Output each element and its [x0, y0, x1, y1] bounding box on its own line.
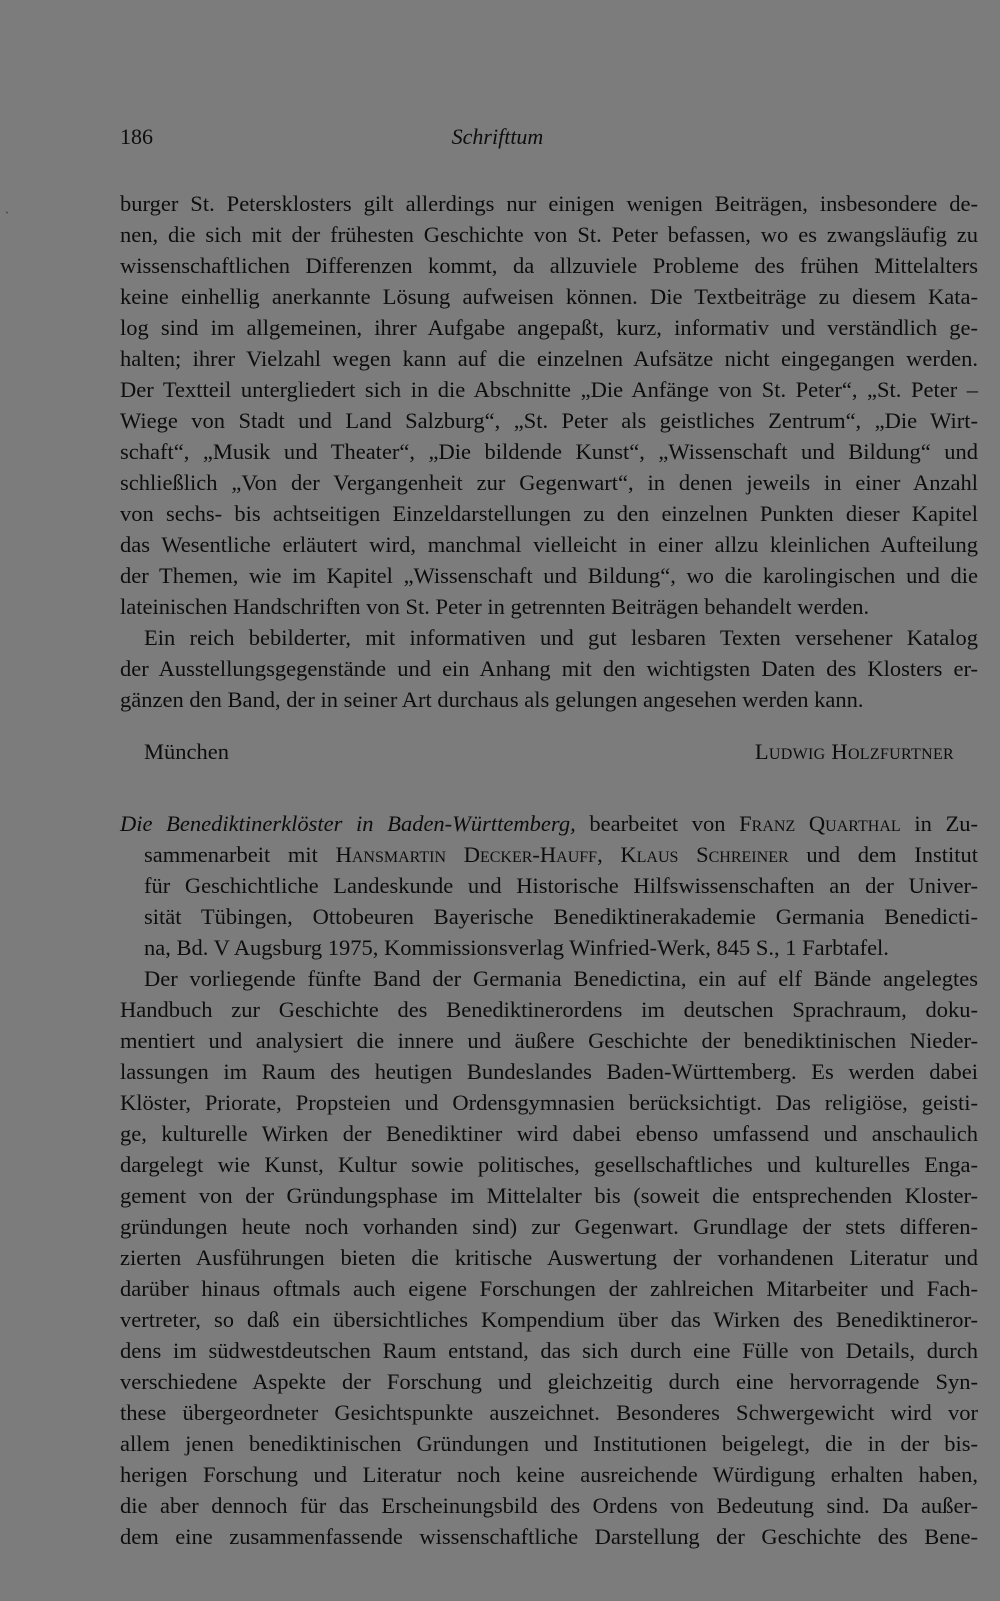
text-line: halten; ihrer Vielzahl wegen kann auf die einzelnen Aufsätze nicht eingegangen werden. — [120, 346, 978, 371]
text-line: Ein reich bebilderter, mit informativen und gut lesbaren Texten versehener Katalog — [144, 625, 978, 650]
margin-mark: ˎ — [5, 200, 9, 214]
text-line: ge, kulturelle Wirken der Benediktiner wird dabei ebenso umfassend und anschaulich — [120, 1121, 978, 1146]
text-line: schaft“, „Musik und Theater“, „Die bildende Kunst“, „Wissenschaft und Bildung“ und — [120, 439, 978, 464]
text-line: dens im südwestdeutschen Raum entstand, das sich durch eine Fülle von Details, durch — [120, 1338, 978, 1363]
text-line: schließlich „Von der Vergangenheit zur Gegenwart“, in denen jeweils in einer Anzahl — [120, 470, 978, 495]
text-line: verschiedene Aspekte der Forschung und gleichzeitig durch eine hervorragende Syn- — [120, 1369, 978, 1394]
text-line: dargelegt wie Kunst, Kultur sowie politisches, gesellschaftliches und kulturelles Enga- — [120, 1152, 978, 1177]
citation-text: in Zu- — [900, 811, 978, 836]
citation-text: und dem Institut — [788, 842, 978, 867]
text-line: vertreter, so daß ein übersichtliches Kompendium über das Wirken des Benediktineror- — [120, 1307, 978, 1332]
signature-place: München — [144, 739, 229, 764]
text-line: these übergeordneter Gesichtspunkte auszeichnet. Besonderes Schwergewicht wird vor — [120, 1400, 978, 1425]
citation-line: sität Tübingen, Ottobeuren Bayerische Benediktinerakademie Germania Benedicti- — [144, 904, 978, 929]
text-line: lateinischen Handschriften von St. Peter in getrennten Beiträgen behandelt werden. — [120, 594, 870, 619]
text-line: burger St. Petersklosters gilt allerdings nur einigen wenigen Beiträgen, insbesondere de- — [120, 191, 978, 216]
text-line: nen, die sich mit der frühesten Geschichte von St. Peter befassen, wo es zwangsläufig zu — [120, 222, 978, 247]
text-line: gründungen heute noch vorhanden sind) zur Gegenwart. Grundlage der stets differen- — [120, 1214, 978, 1239]
text-line: lassungen im Raum des heutigen Bundeslandes Baden-Württemberg. Es werden dabei — [120, 1059, 978, 1084]
coauthor-name: Hansmartin Decker-Hauff — [335, 842, 598, 867]
text-line: von sechs- bis achtseitigen Einzeldarstellungen zu den einzelnen Punkten dieser Kapitel — [120, 501, 978, 526]
text-line: Klöster, Priorate, Propsteien und Ordensgymnasien berücksichtigt. Das religiöse, geisti- — [120, 1090, 978, 1115]
book-title: Die Benediktinerklöster in Baden-Württemberg, — [120, 811, 576, 836]
text-line: der Ausstellungsgegenstände und ein Anhang mit den wichtigsten Daten des Klosters er- — [120, 656, 978, 681]
citation-text: bearbeitet von — [575, 811, 740, 836]
text-line: die aber dennoch für das Erscheinungsbild des Ordens von Bedeutung sind. Da außer- — [120, 1493, 978, 1518]
text-line: dem eine zusammenfassende wissenschaftliche Darstellung der Geschichte des Bene- — [120, 1524, 978, 1549]
text-line: darüber hinaus oftmals auch eigene Forschungen der zahlreichen Mitarbeiter und Fach- — [120, 1276, 978, 1301]
text-line: allem jenen benediktinischen Gründungen und Institutionen beigelegt, die in der bis- — [120, 1431, 978, 1456]
text-line: gänzen den Band, der in seiner Art durchaus als gelungen angesehen werden kann. — [120, 687, 864, 712]
text-line: keine einhellig anerkannte Lösung aufweisen können. Die Textbeiträge zu diesem Kata- — [120, 284, 978, 309]
editor-name: Franz Quarthal — [739, 811, 901, 836]
citation-text: , — [597, 842, 621, 867]
text-line: zierten Ausführungen bieten die kritische Auswertung der vorhandenen Literatur und — [120, 1245, 978, 1270]
citation-line: na, Bd. V Augsburg 1975, Kommissionsverlag Winfried-Werk, 845 S., 1 Farbtafel. — [144, 935, 889, 960]
text-line: Handbuch zur Geschichte des Benediktinerordens im deutschen Sprachraum, doku- — [120, 997, 978, 1022]
text-line: Der vorliegende fünfte Band der Germania Benedictina, ein auf elf Bände angelegtes — [144, 966, 978, 991]
text-line: wissenschaftlichen Differenzen kommt, da allzuviele Probleme des frühen Mittelalters — [120, 253, 978, 278]
text-line: Wiege von Stadt und Land Salzburg“, „St. Peter als geistliches Zentrum“, „Die Wirt- — [120, 408, 978, 433]
citation-line — [144, 839, 978, 870]
citation-line — [120, 808, 978, 839]
text-line: gement von der Gründungsphase im Mittelalter bis (soweit die entsprechenden Kloster- — [120, 1183, 978, 1208]
text-line: log sind im allgemeinen, ihrer Aufgabe angepaßt, kurz, informativ und verständlich ge- — [120, 315, 978, 340]
running-title: Schrifttum — [451, 124, 544, 149]
coauthor-name: Klaus Schreiner — [620, 842, 789, 867]
text-line: Der Textteil untergliedert sich in die Abschnitte „Die Anfänge von St. Peter“, „St. Peter – — [120, 377, 978, 402]
review-signature — [144, 736, 954, 767]
page-number: 186 — [120, 124, 153, 149]
text-line: das Wesentliche erläutert wird, manchmal vielleicht in einer allzu kleinlichen Aufteilung — [120, 532, 978, 557]
text-line: mentiert und analysiert die innere und äußere Geschichte der benediktinischen Nieder- — [120, 1028, 978, 1053]
page-header — [120, 124, 875, 154]
signature-author: Ludwig Holzfurtner — [754, 739, 954, 764]
citation-line: für Geschichtliche Landeskunde und Historische Hilfswissenschaften an der Univer- — [144, 873, 978, 898]
text-line: der Themen, wie im Kapitel „Wissenschaft und Bildung“, wo die karolingischen und die — [120, 563, 978, 588]
text-line: herigen Forschung und Literatur noch keine ausreichende Würdigung erhalten haben, — [120, 1462, 978, 1487]
citation-text: sammenarbeit mit — [144, 842, 336, 867]
